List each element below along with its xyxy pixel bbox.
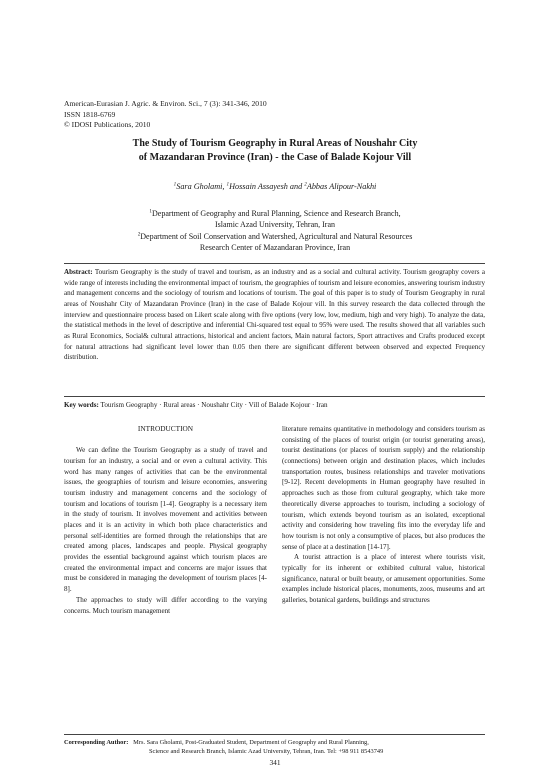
- right-paragraph-1: literature remains quantitative in methodology and considers tourism as consisting of the places of tourist origin (or tourist generating areas), tourist destinations (or places of tourism supply) and the relationship (connections) between origin and destination places, which includes transportation routes, business relationships and traveler motivations [9-12]. Recent developments in Human geography have resulted in approaches such as those from cultural geography, which take more theoretically diverse approaches to tourism, including a sociology of tourism, which extends beyond tourism as an isolated, exceptional activity and considering how traveling fits into the everyday life and how tourism is not only a consumptive of places, but also produces the sense of place at a destination [14-17].: [282, 425, 485, 551]
- abstract-label: Abstract:: [64, 268, 93, 276]
- abstract: [64, 267, 485, 363]
- keywords-text: Tourism Geography · Rural areas · Noushahr City · Vill of Balade Kojour · Iran: [100, 401, 328, 409]
- affiliation-1-sup: 1: [149, 208, 152, 215]
- title-line-2: of Mazandaran Province (Iran) - the Case of Balade Kojour Vill: [138, 152, 412, 163]
- author-2-sup: 1: [226, 181, 230, 188]
- corresponding-line-2: Science and Research Branch, Islamic Azad University, Tehran, Iran. Tel: +98 911 8543749: [149, 748, 384, 755]
- corresponding-text-1: Mrs. Sara Gholami, Post-Graduated Student, Department of Geography and Rural Planning,: [133, 739, 369, 746]
- affiliations: [40, 208, 510, 254]
- affiliation-1-line-1: [40, 208, 510, 219]
- right-column: [282, 424, 485, 606]
- issn: ISSN 1818-6769: [64, 109, 116, 119]
- left-paragraph-2: The approaches to study will differ according to the varying concerns. Much tourism management: [64, 595, 267, 615]
- copyright: © IDOSI Publications, 2010: [64, 120, 151, 130]
- page-number: 341: [269, 758, 281, 767]
- keywords: [64, 400, 485, 410]
- affiliation-1-text: Department of Geography and Rural Planning, Science and Research Branch,: [152, 209, 401, 218]
- journal-header: [64, 99, 267, 131]
- footnote-rule: [64, 734, 485, 735]
- left-paragraph-1: We can define the Tourism Geography as a study of travel and tourism for an industry, a social and or even a cultural activity. This word has many ranges of activities that can be the environmental issues, the geographies of tourism and leisure economies, answering tourism industry and management concerns and the sociology of tourism and locations of tourism [1-4]. Geography is a necessary item in the study of tourism. It involves movement and activities between places and it is an activity in which both place characteristics and personal self-identities are formed through the relationships that are created among places, landscapes and people. Physical geography provides the essential background against which tourism places are created the environmental impact and concerns are major issues that must be considered in managing the development of tourism places [4-8].: [64, 446, 267, 594]
- introduction-heading: INTRODUCTION: [137, 424, 194, 433]
- affiliation-2-text: Department of Soil Conservation and Watershed, Agricultural and Natural Resources: [140, 231, 413, 241]
- author-1: Sara Gholami,: [176, 182, 227, 191]
- abstract-bottom-rule: [64, 396, 485, 397]
- author-3-sup: 2: [304, 181, 307, 188]
- affiliation-2-sup: 2: [137, 231, 141, 238]
- author-3: Abbas Alipour-Nakhi: [306, 182, 377, 191]
- corresponding-line-1: [64, 738, 485, 747]
- keywords-label: Key words:: [64, 401, 99, 409]
- author-2: Hossain Assayesh and: [229, 182, 305, 191]
- right-paragraph-2: A tourist attraction is a place of interest where tourists visit, typically for its inherent or exhibited cultural value, historical significance, natural or built beauty, or amusement opportunities. Some examples include historical places, monuments, zoos, museums and art galleries, botanical gardens, buildings and structures: [282, 553, 485, 604]
- affiliation-2-line-1: [40, 231, 510, 242]
- author-1-sup: 1: [173, 181, 177, 188]
- left-column: [64, 424, 267, 616]
- paper-title: [40, 137, 510, 165]
- abstract-text: Tourism Geography is the study of travel and tourism, as an industry and as a social and cultural activity. Tourism geography covers a wide range of interests including the environmental impact of tourism, the geographies of tourism and leisure economies, answering tourism industry and management concerns and the sociology of tourism and locations of tourism. The goal of this paper is to study of Tourism Geography in rural areas of Noushahr City of Mazandaran Province (Iran) in the case of Balade Kojour vill. In this survey research the data collected through the interview and questionnaire process based on Likert scale along with five options (very low, low, medium, high and very high). To analyze the data, the statistical methods in the level of descriptive and inferential Chi-squared test equal to 95% were used. The results showed that all variables such as Rural Economics, Social& cultural attractions, historical and ancient factors, Main natural factors, Sport attractives and Crafts produced except for natural attractions had significant level lower than 0.05 then there are significant different between observed and expected Frequency distribution.: [64, 268, 485, 362]
- corresponding-label: Corresponding Author:: [64, 739, 129, 746]
- journal-citation: American-Eurasian J. Agric. & Environ. Sci., 7 (3): 341-346, 2010: [64, 99, 267, 108]
- abstract-top-rule: [64, 263, 485, 264]
- corresponding-author: [64, 738, 485, 756]
- affiliation-2-line-2: Research Center of Mazandaran Province, Iran: [199, 243, 351, 253]
- title-line-1: The Study of Tourism Geography in Rural Areas of Noushahr City: [132, 138, 418, 149]
- affiliation-1-line-2: Islamic Azad University, Tehran, Iran: [214, 220, 336, 230]
- author-list: [40, 181, 510, 192]
